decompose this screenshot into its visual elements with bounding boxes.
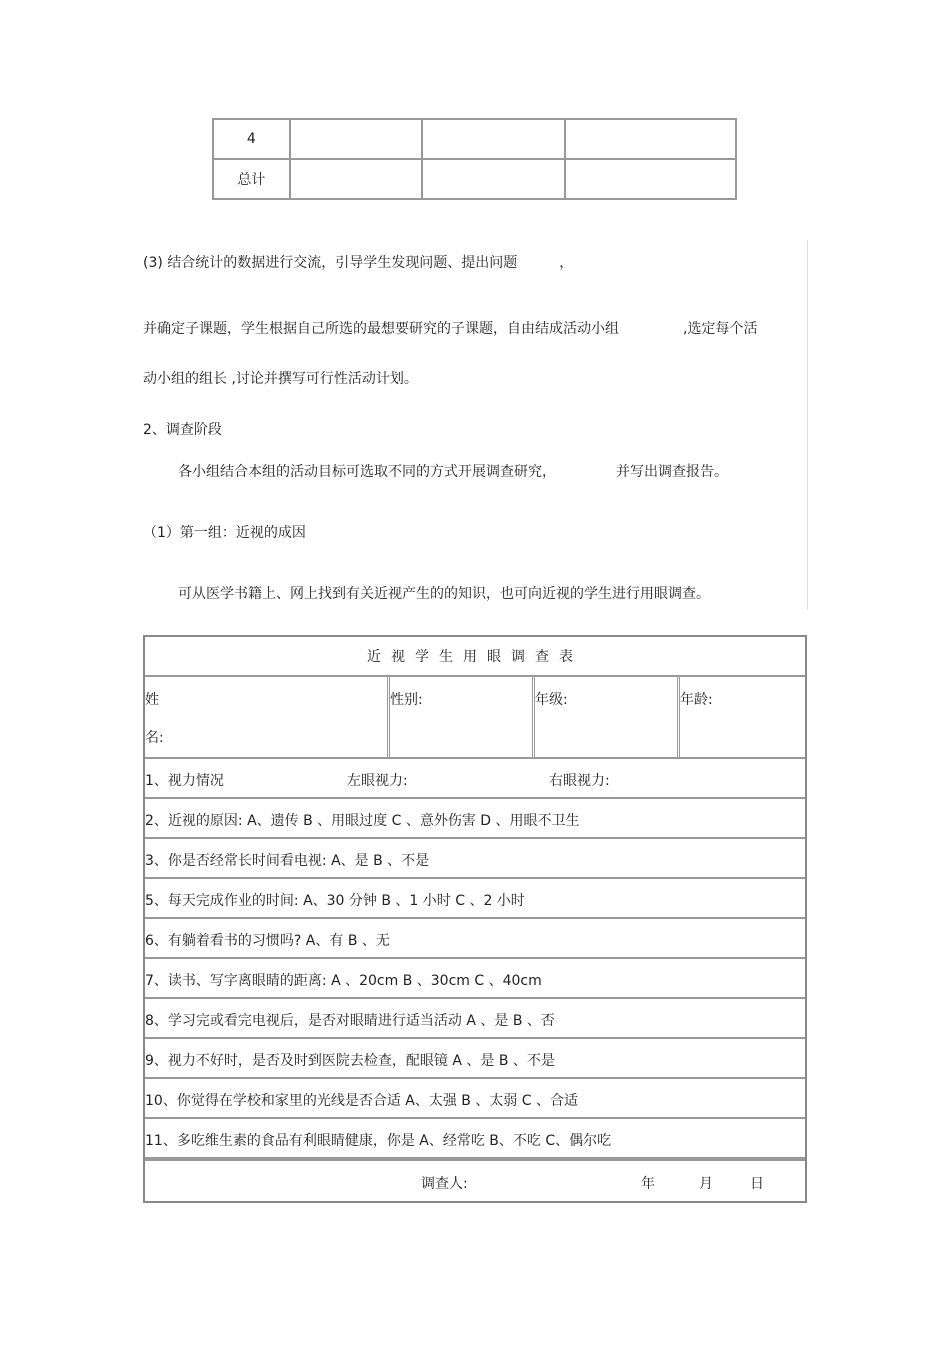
paragraph-4-tail: 并写出调查报告。: [616, 464, 728, 480]
question-8-row: [145, 999, 805, 1039]
question-1-row: [145, 759, 805, 799]
question-7-row: [145, 959, 805, 999]
question-9-row: [145, 1039, 805, 1079]
student-info-row: [145, 677, 805, 759]
question-3-row: [145, 839, 805, 879]
stats-table: [212, 118, 737, 200]
question-10-row: [145, 1079, 805, 1119]
question-7: 7、读书、写字离眼睛的距离: A 、20cm B 、30cm C 、40cm: [145, 973, 542, 989]
paragraph-3: 动小组的组长 ,讨论并撰写可行性活动计划。: [143, 371, 418, 387]
gender-label: 性别:: [390, 692, 423, 708]
table-cell: [422, 119, 564, 159]
table-cell: [422, 159, 564, 199]
body-text: [143, 240, 808, 610]
survey-title: 近视学生用眼调查表: [145, 637, 805, 677]
table-row: [213, 159, 736, 199]
day-label: 日: [750, 1176, 764, 1192]
table-row: [213, 119, 736, 159]
name-label-1: 姓: [145, 692, 159, 708]
paragraph-2: [143, 318, 757, 338]
question-11-row: [145, 1119, 805, 1159]
section-heading: 2、调查阶段: [143, 422, 222, 438]
paragraph-4: [178, 461, 728, 481]
row-label: 总计: [213, 159, 290, 199]
table-cell: [290, 159, 422, 199]
month-label: 月: [699, 1176, 713, 1192]
paragraph-2-text: 并确定子课题，学生根据自己所选的最想要研究的子课题，自由结成活动小组: [143, 321, 619, 337]
question-5-row: [145, 879, 805, 919]
grade-label: 年级:: [535, 692, 568, 708]
question-9: 9、视力不好时，是否及时到医院去检查，配眼镜 A 、是 B 、不是: [145, 1053, 555, 1069]
question-6: 6、有躺着看书的习惯吗? A、有 B 、无: [145, 933, 390, 949]
paragraph-5: 可从医学书籍上、网上找到有关近视产生的的知识，也可向近视的学生进行用眼调查。: [178, 586, 710, 602]
surveyor-label: 调查人:: [421, 1176, 468, 1192]
subsection-heading: （1）第一组：近视的成因: [143, 525, 306, 541]
question-1: 1、视力情况: [145, 773, 224, 789]
survey-form: [143, 635, 807, 1203]
question-10: 10、你觉得在学校和家里的光线是否合适 A、太强 B 、太弱 C 、合适: [145, 1093, 579, 1109]
paragraph-1-text: (3) 结合统计的数据进行交流，引导学生发现问题、提出问题: [143, 255, 518, 271]
survey-footer: [145, 1159, 805, 1201]
question-6-row: [145, 919, 805, 959]
question-3: 3、你是否经常长时间看电视: A、是 B 、不是: [145, 853, 430, 869]
name-cell[interactable]: [145, 677, 390, 757]
right-eye-label: 右眼视力:: [549, 773, 610, 789]
paragraph-2-tail: ,选定每个活: [683, 321, 758, 337]
question-11: 11、多吃维生素的食品有利眼睛健康，你是 A、经常吃 B、不吃 C、偶尔吃: [145, 1133, 612, 1149]
table-cell: [565, 119, 736, 159]
question-2: 2、近视的原因: A、遗传 B 、用眼过度 C 、意外伤害 D 、用眼不卫生: [145, 813, 580, 829]
question-8: 8、学习完或看完电视后，是否对眼睛进行适当活动 A 、是 B 、否: [145, 1013, 555, 1029]
paragraph-1: [143, 252, 573, 272]
gender-cell[interactable]: [390, 677, 535, 757]
table-cell: [565, 159, 736, 199]
age-cell[interactable]: [680, 677, 805, 757]
left-eye-label: 左眼视力:: [347, 773, 408, 789]
year-label: 年: [641, 1176, 655, 1192]
row-label: 4: [213, 119, 290, 159]
question-5: 5、每天完成作业的时间: A、30 分钟 B 、1 小时 C 、2 小时: [145, 893, 525, 909]
name-label-2: 名:: [145, 730, 164, 746]
paragraph-1-comma: ，: [559, 255, 574, 271]
table-cell: [290, 119, 422, 159]
question-2-row: [145, 799, 805, 839]
grade-cell[interactable]: [535, 677, 680, 757]
age-label: 年龄:: [680, 692, 713, 708]
paragraph-4-text: 各小组结合本组的活动目标可选取不同的方式开展调查研究，: [178, 464, 556, 480]
